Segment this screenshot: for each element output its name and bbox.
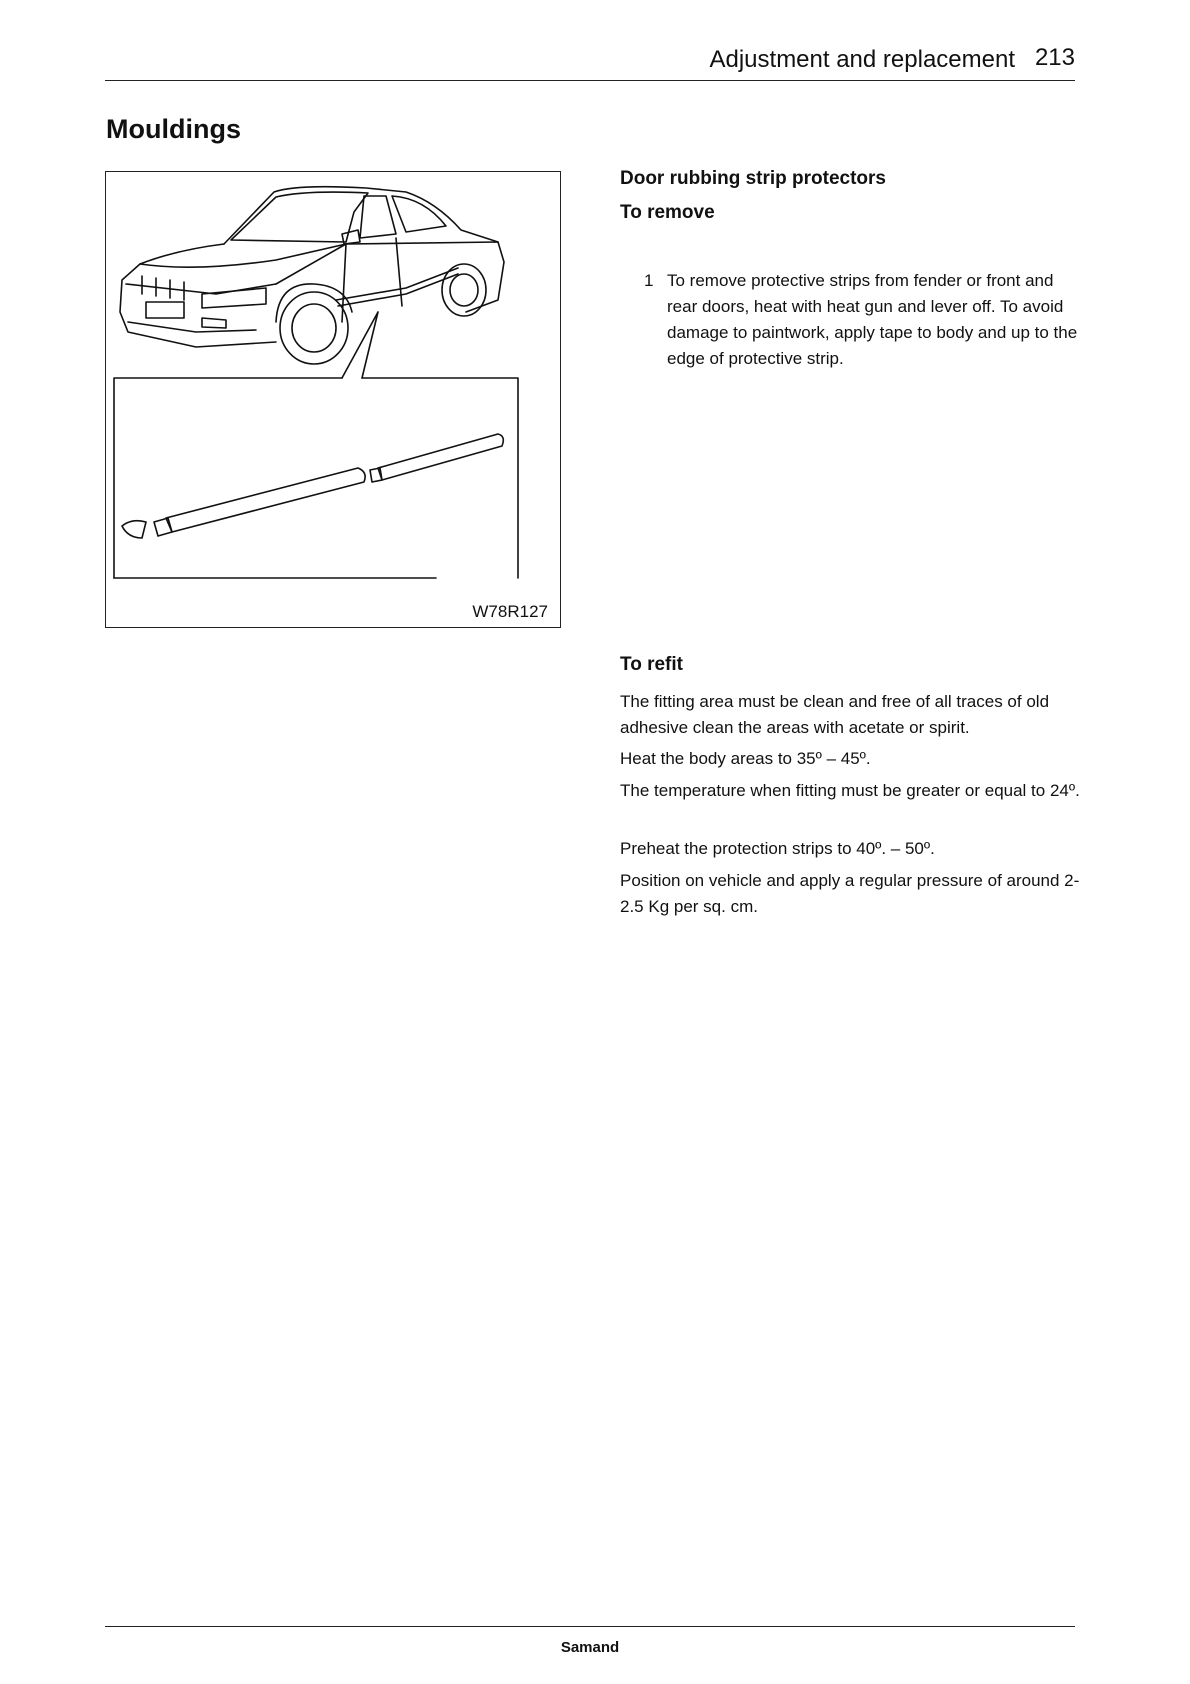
page-footer	[105, 1626, 1075, 1656]
foglight	[202, 318, 226, 328]
refit-paragraph: The temperature when fitting must be greater or equal to 24º.	[620, 781, 1080, 800]
rear-door-window	[392, 196, 446, 232]
moulding-strip-rear-door	[378, 434, 503, 480]
front-wheel	[280, 292, 348, 364]
moulding-strip-front-door	[166, 468, 365, 532]
front-door-window	[360, 196, 396, 238]
detail-frame	[114, 378, 518, 578]
bumper	[128, 322, 256, 332]
page-number: 213	[1034, 44, 1075, 71]
refit-paragraph: Preheat the protection strips to 40º. – 50º.	[620, 839, 935, 858]
header-title: Adjustment and replacement	[709, 46, 1015, 73]
subheading-to-refit: To refit	[620, 654, 683, 675]
moulding-strip-fender	[122, 521, 146, 538]
section-title: Mouldings	[106, 114, 241, 144]
refit-paragraph: Position on vehicle and apply a regular pressure of around 2-2.5 Kg per sq. cm.	[620, 871, 1080, 916]
refit-paragraph: Heat the body areas to 35º – 45º.	[620, 749, 871, 768]
rear-wheel	[442, 264, 486, 316]
footer-brand: Samand	[560, 1639, 620, 1656]
refit-paragraph: The fitting area must be clean and free of all traces of old adhesive clean the areas with acetate or spirit.	[620, 692, 1050, 737]
page-header	[105, 40, 1075, 81]
step-number: 1	[644, 271, 654, 290]
sedan-car-with-door-moulding-strips-icon	[106, 172, 562, 629]
subheading-to-remove: To remove	[620, 202, 715, 223]
step-text: To remove protective strips from fender or front and rear doors, heat with heat gun and lever off. To avoid damage to paintwork, apply tape to body and up to the edge of protective strip.	[667, 271, 1078, 368]
figure-box	[105, 171, 561, 628]
figure-code: W78R127	[472, 602, 548, 621]
windshield	[231, 192, 368, 242]
license-plate	[146, 302, 184, 318]
headlight	[202, 288, 266, 308]
subheading-door-rubbing-strip: Door rubbing strip protectors	[620, 168, 886, 189]
front-wheel-arch	[276, 284, 352, 322]
